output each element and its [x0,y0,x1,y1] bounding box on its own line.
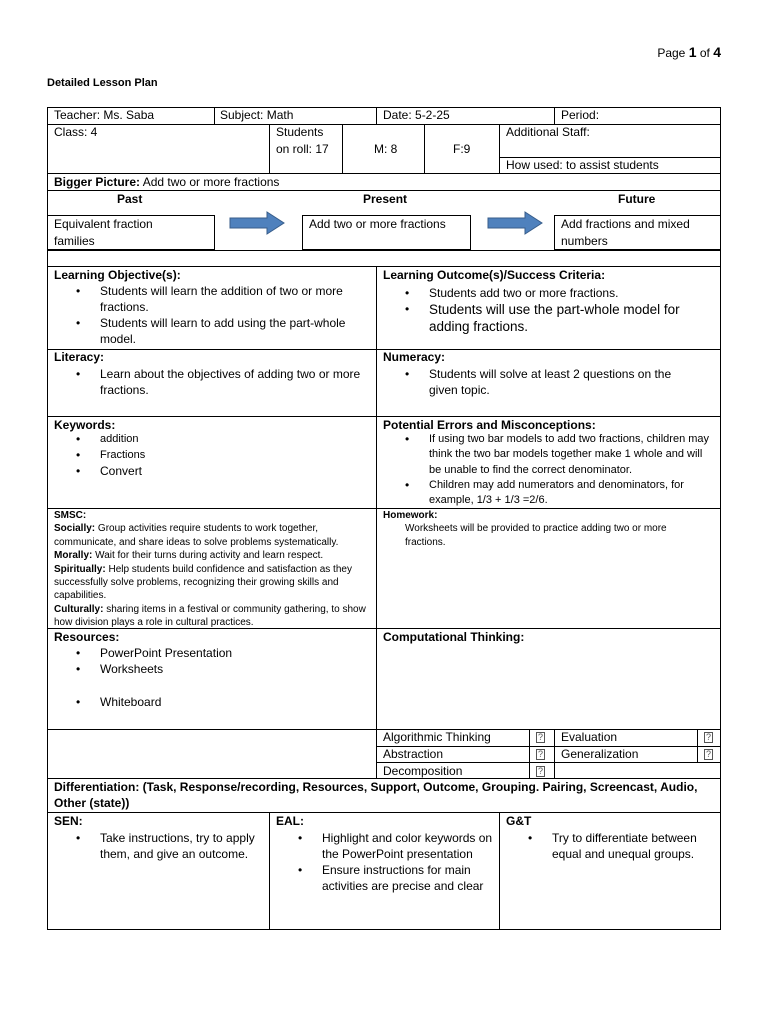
smsc-morally: Morally: Wait for their turns during activity and learn respect. [54,550,324,562]
students-label: Students [276,125,324,139]
errors-list [383,432,715,508]
computational-label: Computational Thinking: [383,630,525,644]
female-count: F:9 [453,142,471,156]
bigger-picture: Bigger Picture: Add two or more fractions [54,175,280,189]
checkbox[interactable]: ? [705,732,711,742]
smsc-section [54,509,372,630]
list-item: • Try to differentiate between equal and unequal groups. [506,830,718,862]
list-item: • Ensure instructions for main activities are precise and clear [276,862,498,894]
list-item: • Convert [54,463,354,479]
past-label: Past [117,192,143,206]
past-text-2: families [54,234,95,248]
arrow-right-icon [487,211,543,235]
eal-label: EAL: [276,814,304,828]
list-item: • Whiteboard [54,694,354,710]
outcomes-list [383,285,718,335]
checkbox[interactable]: ? [705,749,711,759]
gt-label: G&T [506,814,532,828]
gt-list [506,830,718,862]
resources-list [54,645,354,710]
list-item: • Students will learn the addition of two or more fractions. [54,283,354,315]
future-text-2: numbers [561,234,608,248]
additional-staff: Additional Staff: [506,125,590,139]
teacher-cell: Teacher: Ms. Saba [54,108,155,122]
list-item: • addition [54,432,354,448]
present-text: Add two or more fractions [309,217,446,231]
subject-cell: Subject: Math [220,108,294,122]
sen-list [54,830,259,862]
differentiation-label-2: Other (state)) [54,796,130,810]
keywords-list [54,432,354,479]
generalization: Generalization [561,747,639,761]
evaluation: Evaluation [561,730,618,744]
abstraction: Abstraction [383,747,444,761]
numeracy-list [383,366,703,398]
homework-section [383,509,703,549]
future-text-1: Add fractions and mixed [561,217,690,231]
future-label: Future [618,192,656,206]
page-number: Page 1 of 4 [657,44,721,60]
date-cell: Date: 5-2-25 [383,108,450,122]
differentiation-label-1: Differentiation: (Task, Response/recording, Resources, Support, Outcome, Grouping. Pairing, Screencast, Audio, [54,780,698,794]
checkbox[interactable]: ? [537,749,543,759]
male-count: M: 8 [374,142,398,156]
list-item: • Worksheets [54,661,354,677]
list-item: • Take instructions, try to apply them, and give an outcome. [54,830,259,862]
algorithmic-thinking: Algorithmic Thinking [383,730,491,744]
objectives-label: Learning Objective(s): [54,268,181,282]
period-cell: Period: [561,108,600,122]
list-item: • If using two bar models to add two fractions, children may think the two bar models together make 1 whole and will be unable to find the correct denominator. [383,432,715,478]
smsc-socially: Socially: Group activities require students to work together, communicate, and share ideas to solve problems systematically. [54,523,339,548]
smsc-label: SMSC: [54,510,87,521]
list-item: • Students add two or more fractions. [383,285,718,301]
class-cell: Class: 4 [54,125,98,139]
list-item: • Students will learn to add using the part-whole model. [54,315,354,347]
keywords-label: Keywords: [54,418,116,432]
present-label: Present [363,192,408,206]
students-on-roll: on roll: 17 [276,142,329,156]
smsc-culturally: Culturally: sharing items in a festival or community gathering, to show how division plays a role in cultural practices. [54,603,366,629]
sen-label: SEN: [54,814,83,828]
homework-text: Worksheets will be provided to practice adding two or more fractions. [405,523,667,548]
resources-label: Resources: [54,630,120,644]
past-text-1: Equivalent fraction [54,217,153,231]
list-item: • Fractions [54,448,354,464]
checkbox[interactable]: ? [537,732,543,742]
numeracy-label: Numeracy: [383,350,446,364]
homework-label: Homework: [383,510,438,521]
smsc-spiritually: Spiritually: Help students build confidence and satisfaction as they successfully solve problems, recognizing their growing skills and capabilities. [54,563,352,602]
list-item: • Highlight and color keywords on the PowerPoint presentation [276,830,498,862]
list-item: • PowerPoint Presentation [54,645,354,661]
how-used: How used: to assist students [506,158,659,172]
outcomes-label: Learning Outcome(s)/Success Criteria: [383,268,606,282]
decomposition: Decomposition [383,764,463,778]
errors-label: Potential Errors and Misconceptions: [383,418,596,432]
objectives-list [54,283,354,347]
literacy-label: Literacy: [54,350,105,364]
list-item: • Children may add numerators and denominators, for example, 1/3 + 1/3 =2/6. [383,478,715,509]
literacy-list [54,366,364,398]
list-item: • Students will solve at least 2 questions on the given topic. [383,366,703,398]
arrow-right-icon [229,211,285,235]
checkbox[interactable]: ? [537,766,543,776]
list-item: • Students will use the part-whole model for adding fractions. [383,301,718,335]
list-item: • Learn about the objectives of adding two or more fractions. [54,366,364,398]
document-title: Detailed Lesson Plan [47,77,158,89]
eal-list [276,830,498,894]
